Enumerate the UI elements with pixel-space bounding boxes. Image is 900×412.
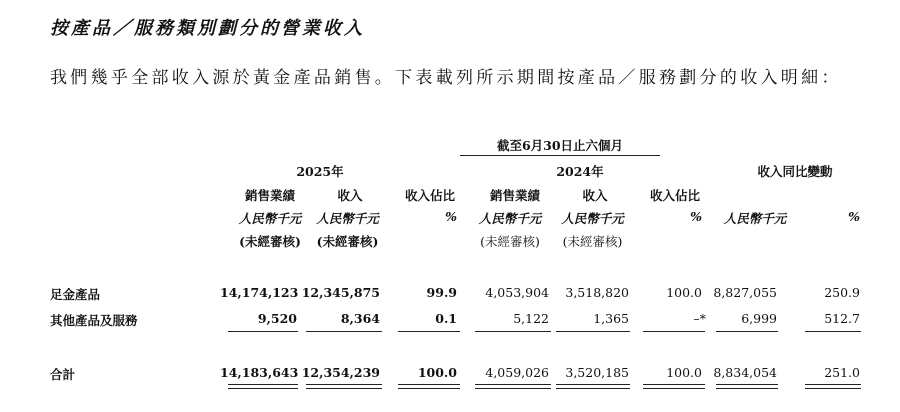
row-share-2025: 0.1 (435, 311, 457, 326)
total-revenue-2025: 12,354,239 (301, 365, 380, 380)
unit-yoy-pct: % (848, 209, 860, 224)
subtotal-line (556, 331, 630, 332)
total-double-line (228, 384, 298, 389)
period-underline (460, 155, 660, 156)
col-sales-2025: 銷售業績 (244, 188, 295, 203)
total-yoy-pct: 251.0 (824, 365, 860, 380)
total-double-line (805, 384, 861, 389)
intro-paragraph: 我們幾乎全部收入源於黃金產品銷售。下表載列所示期間按產品／服務劃分的收入明細： (50, 68, 842, 88)
unaudited-sales-2025: (未經審核) (239, 234, 301, 249)
unit-yoy: 人民幣千元 (723, 211, 787, 226)
year-2025-header: 2025年 (296, 164, 344, 179)
subtotal-line (716, 331, 778, 332)
row-yoy: 8,827,055 (713, 285, 777, 300)
unaudited-revenue-2024: (未經審核) (562, 234, 623, 249)
row-sales-2025: 9,520 (257, 311, 297, 326)
total-double-line (306, 384, 382, 389)
row-sales-2024: 5,122 (513, 311, 549, 326)
col-share-2025: 收入佔比 (404, 188, 455, 203)
period-header: 截至6月30日止六個月 (496, 138, 624, 153)
total-revenue-2024: 3,520,185 (565, 365, 629, 380)
unit-sales-2024: 人民幣千元 (478, 211, 542, 226)
subtotal-line (398, 331, 460, 332)
total-share-2025: 100.0 (417, 365, 457, 380)
total-double-line (716, 384, 778, 389)
row-revenue-2025: 12,345,875 (301, 285, 380, 300)
row-yoy: 6,999 (741, 311, 777, 326)
subtotal-line (643, 331, 705, 332)
total-double-line (475, 384, 551, 389)
year-2024-header: 2024年 (556, 164, 604, 179)
unit-share-2024: % (690, 209, 702, 224)
col-sales-2024: 銷售業績 (489, 188, 540, 203)
unaudited-revenue-2025: (未經審核) (316, 234, 379, 249)
subtotal-line (306, 331, 382, 332)
row-sales-2025: 14,174,123 (220, 285, 299, 300)
row-yoy-pct: 512.7 (824, 311, 860, 326)
unaudited-sales-2024: (未經審核) (480, 234, 540, 249)
row-share-2024: –* (693, 311, 706, 326)
unit-revenue-2025: 人民幣千元 (316, 211, 379, 226)
total-sales-2025: 14,183,643 (220, 365, 299, 380)
unit-revenue-2024: 人民幣千元 (561, 211, 624, 226)
total-sales-2024: 4,059,026 (485, 365, 549, 380)
row-sales-2024: 4,053,904 (485, 285, 549, 300)
col-share-2024: 收入佔比 (649, 188, 700, 203)
subtotal-line (228, 331, 298, 332)
row-yoy-pct: 250.9 (824, 285, 860, 300)
section-title: 按產品／服務類別劃分的營業收入 (50, 18, 365, 39)
total-double-line (398, 384, 460, 389)
row-label: 足金產品 (50, 287, 101, 302)
total-double-line (556, 384, 630, 389)
total-share-2024: 100.0 (666, 365, 702, 380)
row-share-2024: 100.0 (666, 285, 702, 300)
row-revenue-2024: 3,518,820 (565, 285, 629, 300)
row-revenue-2025: 8,364 (340, 311, 380, 326)
row-revenue-2024: 1,365 (593, 311, 629, 326)
col-revenue-2024: 收入 (582, 188, 608, 203)
unit-sales-2025: 人民幣千元 (238, 211, 302, 226)
total-label: 合計 (50, 367, 76, 382)
subtotal-line (475, 331, 551, 332)
total-yoy: 8,834,054 (713, 365, 777, 380)
row-label: 其他產品及服務 (50, 313, 138, 328)
col-revenue-2025: 收入 (337, 188, 363, 203)
unit-share-2025: % (445, 209, 457, 224)
yoy-header: 收入同比變動 (757, 164, 833, 179)
subtotal-line (805, 331, 861, 332)
row-share-2025: 99.9 (426, 285, 457, 300)
total-double-line (643, 384, 705, 389)
